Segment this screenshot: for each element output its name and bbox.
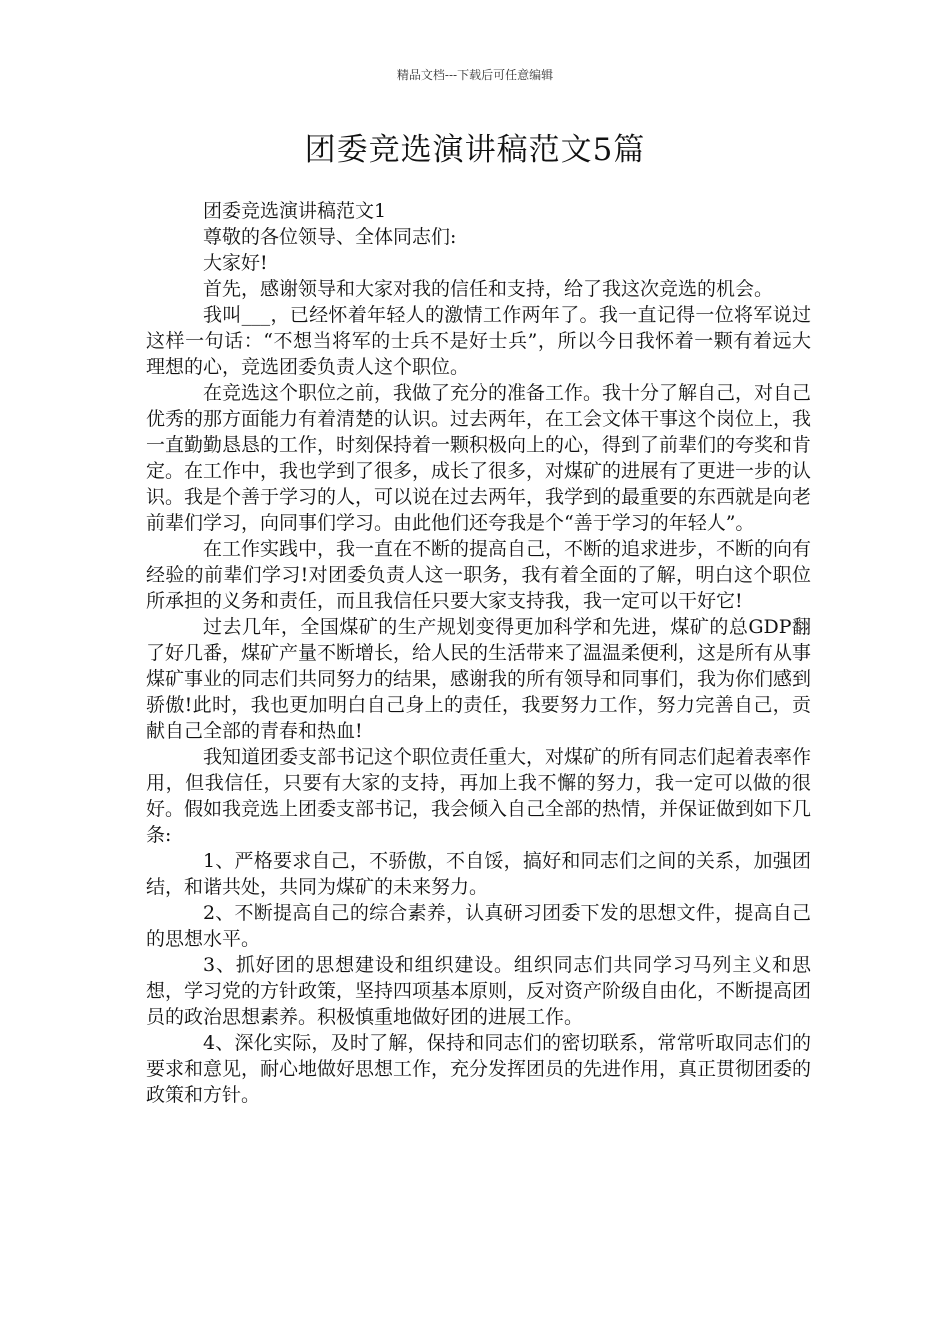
paragraph: 我叫___，已经怀着年轻人的激情工作两年了。我一直记得一位将军说过这样一句话：“不想当将军的士兵不是好士兵”，所以今日我怀着一颗有着远大理想的心，竞选团委负责人这个职位。 bbox=[146, 304, 811, 378]
header-note: 精品文档---下载后可任意编辑 bbox=[396, 68, 554, 82]
list-item: 1、严格要求自己，不骄傲，不自馁，搞好和同志们之间的关系，加强团结，和谐共处，共同为煤矿的未来努力。 bbox=[146, 850, 811, 898]
document-body bbox=[146, 198, 811, 1108]
page-title: 团委竞选演讲稿范文5篇 bbox=[304, 132, 646, 168]
list-item: 2、不断提高自己的综合素养，认真研习团委下发的思想文件，提高自己的思想水平。 bbox=[146, 902, 811, 950]
list-item: 4、深化实际，及时了解，保持和同志们的密切联系，常常听取同志们的要求和意见，耐心地做好思想工作，充分发挥团员的先进作用，真正贯彻团委的政策和方针。 bbox=[146, 1032, 812, 1106]
paragraph: 我知道团委支部书记这个职位责任重大，对煤矿的所有同志们起着表率作用，但我信任，只要有大家的支持，再加上我不懈的努力，我一定可以做的很好。假如我竞选上团委支部书记，我会倾入自己全部的热情，并保证做到如下几条: bbox=[146, 746, 812, 846]
list-item: 3、抓好团的思想建设和组织建设。组织同志们共同学习马列主义和思想，学习党的方针政策，坚持四项基本原则，反对资产阶级自由化，不断提高团员的政治思想素养。积极慎重地做好团的进展工作。 bbox=[146, 954, 812, 1028]
paragraph: 过去几年，全国煤矿的生产规划变得更加科学和先进，煤矿的总GDP翻了好几番，煤矿产量不断增长，给人民的生活带来了温温柔便利，这是所有从事煤矿事业的同志们共同努力的结果，感谢我的所有领导和同事们，我为你们感到骄傲!此时，我也更加明白自己身上的责任，我要努力工作，努力完善自己，贡献自己全部的青春和热血! bbox=[146, 616, 812, 742]
paragraph-subtitle: 团委竞选演讲稿范文1 bbox=[203, 200, 387, 222]
paragraph: 在工作实践中，我一直在不断的提高自己，不断的追求进步，不断的向有经验的前辈们学习!对团委负责人这一职务，我有着全面的了解，明白这个职位所承担的义务和责任，而且我信任只要大家支持我，我一定可以干好它! bbox=[146, 538, 812, 612]
paragraph: 在竞选这个职位之前，我做了充分的准备工作。我十分了解自己，对自己优秀的那方面能力有着清楚的认识。过去两年，在工会文体干事这个岗位上，我一直勤勤恳恳的工作，时刻保持着一颗积极向上的心，得到了前辈们的夸奖和肯定。在工作中，我也学到了很多，成长了很多，对煤矿的进展有了更进一步的认识。我是个善于学习的人，可以说在过去两年，我学到的最重要的东西就是向老前辈们学习，向同事们学习。由此他们还夸我是个“善于学习的年轻人”。 bbox=[146, 382, 812, 534]
paragraph-salutation: 尊敬的各位领导、全体同志们: bbox=[203, 226, 457, 248]
paragraph: 首先，感谢领导和大家对我的信任和支持，给了我这次竞选的机会。 bbox=[203, 278, 774, 300]
paragraph-greeting: 大家好! bbox=[203, 252, 268, 274]
